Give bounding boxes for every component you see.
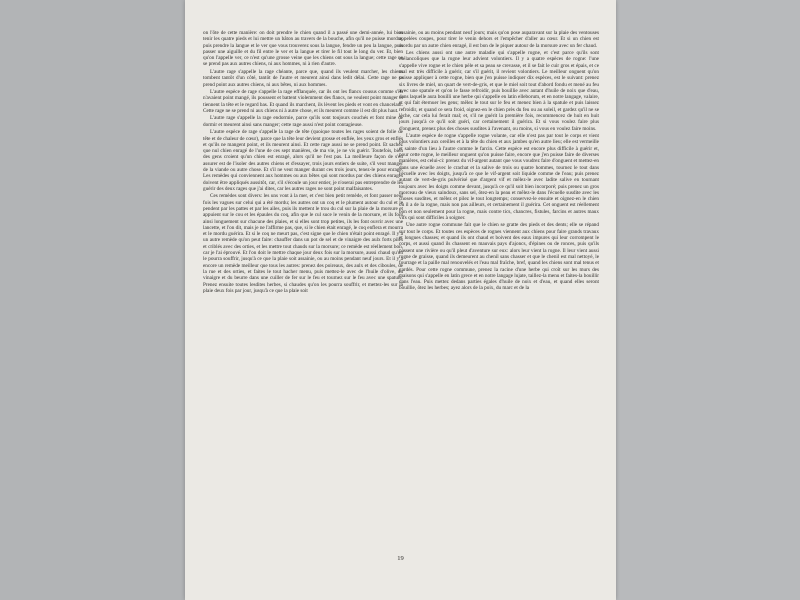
book-page bbox=[185, 0, 616, 600]
paragraph: Les chiens aussi ont une autre maladie qui s'appelle rogne, et c'est parce qu'ils sont mélancoliques que la rogne leur advient volontiers. Il y a quatre espèces de rogne: l'une s'appelle vive rogne et le chien pèle et sa peau se crevasse, et il se fait le cuir gros et épais, et ce mal est très difficile à guérir, car s'il guérit, il revient volontiers. Le meilleur onguent qu'on puisse appliquer à cette rogne, bien que j'en puisse indiquer dix espèces, est le suivant: prenez six livres de miel, un quart de vert-de-gris, et que le miel soit tout d'abord fondu et mené au feu avec une spatule et qu'on le fasse refroidir, puis bouillie avec autant d'huile de noix que d'eau, dans laquelle aura bouilli une herbe qui s'appelle en latin elleborum, et en notre langage, valaire, et qui fait éternuer les gens; mêlez le tout sur le feu et menez bien à la spatule et puis laissez refroidir, et quand ce sera froid, oignez-en le chien près du feu ou au soleil, et gardez qu'il ne se lèche, car cela lui ferait mal; et, s'il ne guérit la première fois, recommencez de huit en huit jours jusqu'à ce qu'il soit guéri, car certainement il guérira. Et si vous voulez faire plus d'onguent, prenez plus des choses susdites à l'avenant, ou moins, si vous en voulez faire moins. bbox=[399, 50, 599, 132]
page-number: 19 bbox=[397, 555, 404, 562]
paragraph: L'autre rage s'appelle la rage chéante, parce que, quand ils veulent marcher, les chiens tombent tantôt d'un côté, tantôt de l'autre et meurent ainsi dans ledit délai. Cette rage ne se prend point aux autres chiens, ni aux bêtes, ni aux hommes. bbox=[203, 68, 403, 88]
paragraph: Une autre rogne commune fait que le chien se gratte des pieds et des dents; elle se répand sur tout le corps. Et toutes ces espèces de rognes viennent aux chiens pour faire grands travaux et longues chasses; et quand ils ont chaud et boivent des eaux impures qui leur corrompent le corps, et aussi quand ils chassent en mauvais pays d'ajoncs, d'épines ou de ronces, puis qu'ils passent une rivière ou qu'il pleut d'aventure sur eux: alors leur vient la rogne. Il leur vient aussi rogne de graisse, quand ils demeurent au chenil sans chasser et que le chenil est mal nettoyé, le fourrage et la paille mal renouvelés et l'eau mal fraîche, bref, quand les chiens sont mal tenus et gardés. Pour cette rogne commune, prenez la racine d'une herbe qui croît sur les murs des maisons qui s'appelle en latin grece et en notre langage lujate, taillez-la menu et faites-la bouillir dans l'eau. Puis mettez dedans parties égales d'huile de noix et d'eau, et quand elles seront bouillie, ôtez les herbes; ayez alors de la poix, du marc et de la bbox=[399, 222, 599, 292]
background-left bbox=[0, 0, 185, 600]
paragraph: L'autre espèce de rage s'appelle la rage de tête (quoique toutes les rages soient de folie de tête et de chaleur de cœur), parce que la tête leur devient grosse et enflée, les yeux gros et enflés et qu'ils ne mangent point, et ils meurent ainsi. Et cette rage aussi ne se prend point. Et sachez que nul chien enragé de l'une de ces sept manières, de ma vie, je ne vis guérir. Toutefois, bien des gens croient qu'un chien est enragé, alors qu'il ne l'est pas. La meilleure façon de s'en assurer est de l'isoler des autres chiens et d'essayer, trois jours entiers de suite, s'il veut manger de la viande ou autre chose. Et s'il ne veut manger durant ces trois jours, tenez-le pour enragé. Les remèdes qui conviennent aux hommes ou aux bêtes qui sont mordus par des chiens enragés doivent être appliqués aussitôt, car, s'il s'écoule un jour entier, je n'oserai pas entreprendre de les guérir des deux rages que j'ai dites, car les autres rages ne sont point malfaisantes. bbox=[203, 129, 403, 192]
paragraph: L'autre espèce de rage s'appelle la rage efflanquée, car ils ont les flancs cousus comme s'ils n'avaient point mangé, ils poussent et battent violemment des flancs, ne veulent point manger et tiennent la tête et le regard bas. Et quand ils marchent, ils lèvent les pieds et vont en chancelant. Cette rage ne se prend ni aux chiens ni à autre chose, et ils meurent comme il est dit plus haut. bbox=[203, 89, 403, 114]
background-right bbox=[616, 0, 800, 600]
paragraph: L'autre espèce de rogne s'appelle rogne volante, car elle n'est pas par tout le corps et vient plus volontiers aux oreilles et à la tête du chien et aux jambes qu'en autre lieu; elle est vermeille et sainte d'un lieu à l'autre comme le farcin. Cette espèce est encore plus difficile à guérir et, pour cette rogne, le meilleur onguent qu'on puisse faire, encore que j'en puisse faire de diverses manières, est celui-ci: prenez du vif-argent autant que vous voudrez faire d'onguent et mettez-en dans une écuelle avec le crachat et la salive de trois ou quatre hommes, tournez le tout dans l'écuelle avec les doigts, jusqu'à ce que le vif-argent soit liquide comme de l'eau; puis prenez autant de vert-de-gris pulvérisé que d'argent vif et mêlez-le avec ladite salive en tournant toujours avec les doigts comme devant, jusqu'à ce qu'il soit bien incorporé; puis prenez un gros morceau de vieux saindoux, sans sel, ôtez-en la peau et mêlez-le dans l'écuelle susdite avec les choses susdites, et mêlez et pilez le tout longtemps; conservez-le ensuite et oignez-en le chien où il a de la rogne, mais non pas ailleurs, et certainement il guérira. Cet onguent est réellement bon et non seulement pour la rogne, mais contre tics, chancres, fistules, farcins et autres maux vifs qui sont difficiles à soigner. bbox=[399, 133, 599, 221]
left-text-column bbox=[203, 30, 403, 570]
right-text-column bbox=[399, 30, 599, 570]
paragraph: assainie, ou au moins pendant neuf jours; mais qu'on pose auparavant sur la plaie des ventouses appelées coupes, pour tirer le venin dehors et l'empêcher d'aller au cœur. Et si un chien est mordu par un autre chien enragé, il est bon de le piquer autour de la morsure avec un fer chaud. bbox=[399, 30, 599, 49]
paragraph: on l'ôte de cette manière: on doit prendre le chien quand il a passé une demi-année, lui bien tenir les quatre pieds et lui mettre un bâton au travers de la bouche, afin qu'il ne puisse mordre, puis prendre la langue et le ver que vous trouverez sous la langue, fendre un peu la langue, puis passer une aiguille et du fil entre le ver et la langue et tirer le fil tout le long du ver. Et, bien qu'on l'appelle ver, ce n'est qu'une grosse veine que les chiens ont sous la langue; cette rage ne se prend pas aux autres chiens, ni aux hommes, ni à rien d'autre. bbox=[203, 30, 403, 68]
paragraph: Ces remèdes sont divers: les uns vont à la mer, et c'est bien petit remède, et font passer neuf fois les vagues sur celui qui a été mordu; les autres ont un coq et le plument autour du cul et le pendent par les pattes et par les ailes, puis ils mettent le trou du cul sur la plaie de la morsure et appuient sur le cou et les épaules du coq, afin que le cul suce le venin de la morsure, et ils font ainsi longuement sur chacune des plaies, et si elles sont trop petites, ils les font ouvrir avec une lancette, et l'on dit, mais je ne l'affirme pas, que, si le chien était enragé, le coq enflera et mourra et le mordu guérira. Et si le coq ne meurt pas, c'est signe que le chien n'était point enragé. Il y a un autre remède qu'on peut faire: chauffer dans un pot de sel et de vinaigre des aulx forts pilés et criblés avec des orties, et les mettre tout chauds sur la morsure; ce remède est réellement bon, car je l'ai éprouvé. Et l'on doit le mettre chaque jour deux fois sur la morsure, aussi chaud qu'on le pourra souffrir, jusqu'à ce que la plaie soit assainie, ou au moins pendant neuf jours. Et il y a encore un remède meilleur que tous les autres: prenez des poireaux, des aulx et des ciboules, de la rue et des orties, et faites le tout hacher menu, puis mettez-le avec de l'huile d'olive, du vinaigre et du beurre dans une cuiller de fer sur le feu et tournez sur le feu avec une spatule. Prenez ensuite toutes lesdites herbes, si chaudes qu'on les pourra souffrir, et mettez-les sur la plaie deux fois par jour, jusqu'à ce que la plaie soit bbox=[203, 193, 403, 294]
paragraph: L'autre rage s'appelle la rage endormie, parce qu'ils sont toujours couchés et font mine de dormir et meurent ainsi sans manger; cette rage aussi n'est point contagieuse. bbox=[203, 115, 403, 128]
